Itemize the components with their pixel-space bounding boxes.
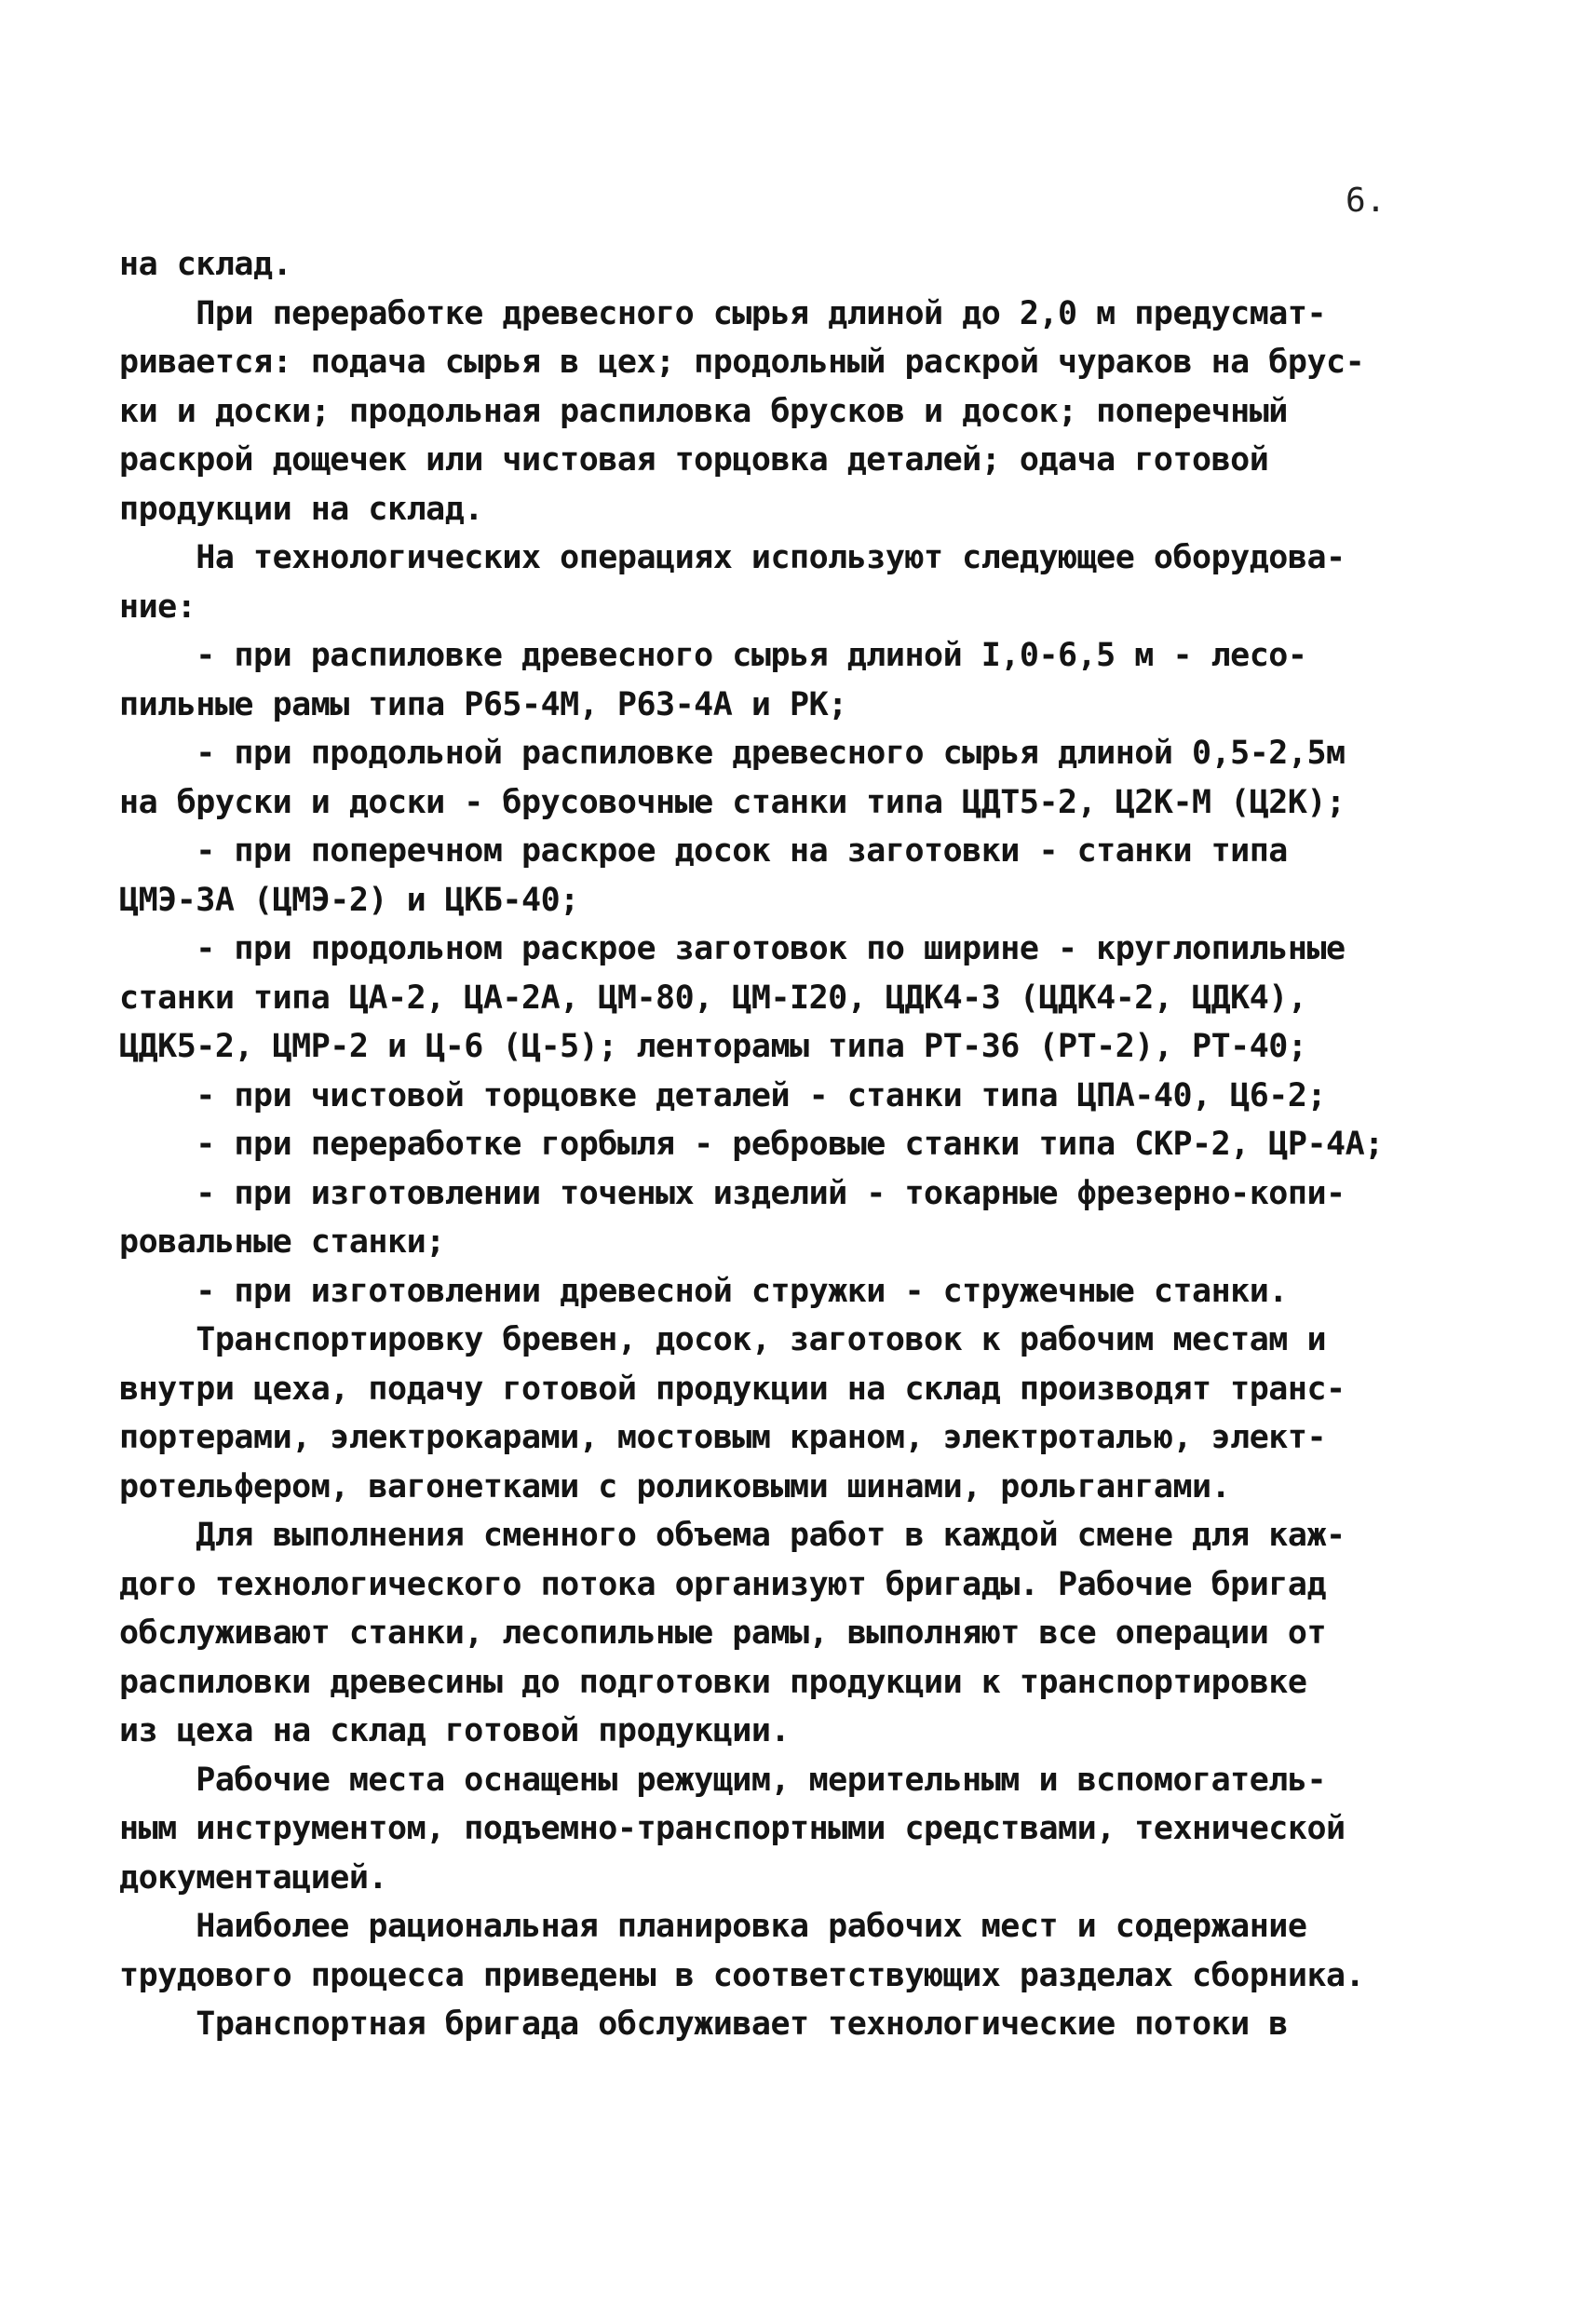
text-line: Транспортировку бревен, досок, заготовок к рабочим местам и (119, 1321, 1327, 1358)
text-line: Транспортная бригада обслуживает технологические потоки в (119, 2005, 1288, 2043)
text-line: - при изготовлении древесной стружки - стружечные станки. (119, 1272, 1288, 1310)
text-line: - при переработке горбыля - ребровые станки типа СКР-2, ЦР-4А; (119, 1126, 1384, 1163)
text-line: ротельфером, вагонетками с роликовыми шинами, рольгангами. (119, 1467, 1231, 1506)
text-line: Для выполнения сменного объема работ в каждой смене для каж- (119, 1517, 1346, 1554)
text-line: - при продольной распиловке древесного сырья длиной 0,5-2,5м (119, 735, 1346, 772)
text-line: При переработке древесного сырья длиной до 2,0 м предусмат- (119, 294, 1327, 332)
text-line: ным инструментом, подъемно-транспортными средствами, технической (119, 1810, 1346, 1847)
text-line: ЦДК5-2, ЦМР-2 и Ц-6 (Ц-5); ленторамы типа РТ-36 (РТ-2), РТ-40; (119, 1028, 1307, 1065)
text-line: ки и доски; продольная распиловка брусков и досок; поперечный (119, 392, 1288, 430)
body-text (119, 240, 1488, 2049)
text-line: - при изготовлении точеных изделий - токарные фрезерно-копи- (119, 1174, 1346, 1212)
text-line: портерами, электрокарами, мостовым краном, электроталью, элект- (119, 1419, 1327, 1456)
text-line: пильные рамы типа Р65-4М, Р63-4А и РК; (119, 685, 847, 723)
text-line: На технологических операциях используют следующее оборудова- (119, 539, 1346, 576)
text-line: распиловки древесины до подготовки продукции к транспортировке (119, 1663, 1307, 1701)
text-line: ние: (119, 587, 196, 626)
text-line: внутри цеха, подачу готовой продукции на склад производят транс- (119, 1370, 1346, 1408)
text-line: Наиболее рациональная планировка рабочих мест и содержание (119, 1908, 1307, 1945)
text-line: - при продольном раскрое заготовок по ширине - круглопильные (119, 930, 1346, 967)
text-line: ривается: подача сырья в цех; продольный раскрой чураков на брус- (119, 344, 1365, 381)
text-line: - при поперечном раскрое досок на заготовки - станки типа (119, 832, 1288, 870)
text-line: на склад. (119, 246, 292, 283)
text-line: - при чистовой торцовке деталей - станки типа ЦПА-40, Ц6-2; (119, 1076, 1327, 1114)
text-line: обслуживают станки, лесопильные рамы, выполняют все операции от (119, 1614, 1327, 1652)
text-line: документацией. (119, 1858, 388, 1897)
text-line: ЦМЭ-3А (ЦМЭ-2) и ЦКБ-40; (119, 881, 579, 919)
text-line: трудового процесса приведены в соответствующих разделах сборника. (119, 1956, 1365, 1994)
page-number: 6. (1346, 182, 1386, 220)
text-line: продукции на склад. (119, 490, 483, 528)
text-line: дого технологического потока организуют бригады. Рабочие бригад (119, 1565, 1327, 1603)
text-line: ровальные станки; (119, 1223, 445, 1261)
text-line: из цеха на склад готовой продукции. (119, 1712, 791, 1749)
text-line: раскрой дощечек или чистовая торцовка деталей; одача готовой (119, 441, 1269, 479)
text-line: станки типа ЦА-2, ЦА-2А, ЦМ-80, ЦМ-I20, ЦДК4-3 (ЦДК4-2, ЦДК4), (119, 979, 1307, 1017)
text-line: Рабочие места оснащены режущим, мерительным и вспомогатель- (119, 1761, 1327, 1799)
text-line: - при распиловке древесного сырья длиной I,0-6,5 м - лесо- (119, 637, 1307, 674)
text-line: на бруски и доски - брусовочные станки типа ЦДТ5-2, Ц2К-М (Ц2К); (119, 783, 1346, 821)
